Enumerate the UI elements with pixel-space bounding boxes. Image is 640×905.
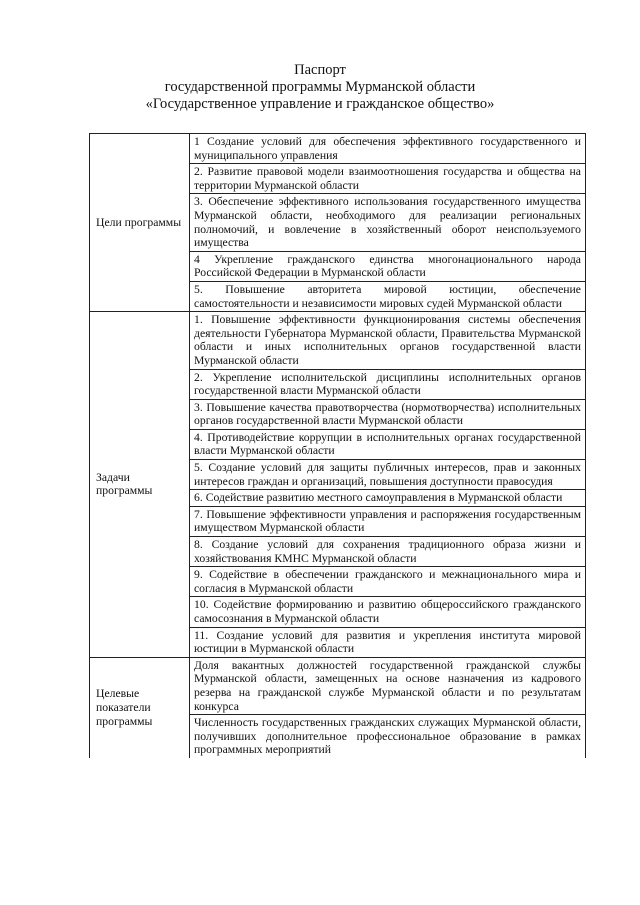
task-item: 4. Противодействие коррупции в исполнительных органах государственной власти Мурманской области bbox=[190, 429, 586, 459]
task-item: 2. Укрепление исполнительской дисциплины исполнительных органов государственной власти Мурманской области bbox=[190, 369, 586, 399]
task-item: 3. Повышение качества правотворчества (нормотворчества) исполнительных органов государственной власти Мурманской области bbox=[190, 399, 586, 429]
goal-item: 4 Укрепление гражданского единства многонационального народа Российской Федерации в Мурманской области bbox=[190, 251, 586, 281]
tasks-label: Задачи программы bbox=[90, 312, 190, 658]
indicator-item: Доля вакантных должностей государственной гражданской службы Мурманской области, замещенных на основе назначения из кадрового резерва на гражданской службе Мурманской области и по результатам конкурса bbox=[190, 657, 586, 714]
title-line-1: Паспорт bbox=[294, 62, 346, 78]
goal-item: 3. Обеспечение эффективного использования государственного имущества Мурманской области, необходимого для реализации региональных полномочий, и вовлечение в хозяйственный оборот неиспользуемого имущества bbox=[190, 194, 586, 251]
passport-table bbox=[89, 133, 586, 758]
table-row bbox=[90, 134, 586, 164]
task-item: 8. Создание условий для сохранения традиционного образа жизни и хозяйствования КМНС Мурманской области bbox=[190, 537, 586, 567]
indicators-label: Целевые показатели программы bbox=[90, 657, 190, 758]
goal-item: 1 Создание условий для обеспечения эффективного государственного и муниципального управления bbox=[190, 134, 586, 164]
title-line-2: государственной программы Мурманской области bbox=[164, 79, 476, 95]
task-item: 1. Повышение эффективности функционирования системы обеспечения деятельности Губернатора Мурманской области, Правительства Мурманской области и иных исполнительных органов государственной власти Мурманской области bbox=[190, 312, 586, 369]
task-item: 7. Повышение эффективности управления и распоряжения государственным имуществом Мурманской области bbox=[190, 506, 586, 536]
task-item: 11. Создание условий для развития и укрепления института мировой юстиции в Мурманской области bbox=[190, 627, 586, 657]
title-line-3: «Государственное управление и гражданское общество» bbox=[145, 96, 495, 112]
table-row bbox=[90, 657, 586, 714]
goal-item: 5. Повышение авторитета мировой юстиции, обеспечение самостоятельности и независимости мировых судей Мурманской области bbox=[190, 281, 586, 311]
document-title bbox=[0, 62, 640, 113]
goals-label: Цели программы bbox=[90, 134, 190, 312]
task-item: 10. Содействие формированию и развитию общероссийского гражданского самосознания в Мурманской области bbox=[190, 597, 586, 627]
indicator-item: Численность государственных гражданских служащих Мурманской области, получивших дополнительное профессиональное образование в рамках программных мероприятий bbox=[190, 715, 586, 758]
task-item: 9. Содействие в обеспечении гражданского и межнационального мира и согласия в Мурманской области bbox=[190, 567, 586, 597]
task-item: 5. Создание условий для защиты публичных интересов, прав и законных интересов граждан и организаций, повышения доступности правосудия bbox=[190, 460, 586, 490]
table-row bbox=[90, 312, 586, 369]
goal-item: 2. Развитие правовой модели взаимоотношения государства и общества на территории Мурманской области bbox=[190, 164, 586, 194]
task-item: 6. Содействие развитию местного самоуправления в Мурманской области bbox=[190, 490, 586, 507]
